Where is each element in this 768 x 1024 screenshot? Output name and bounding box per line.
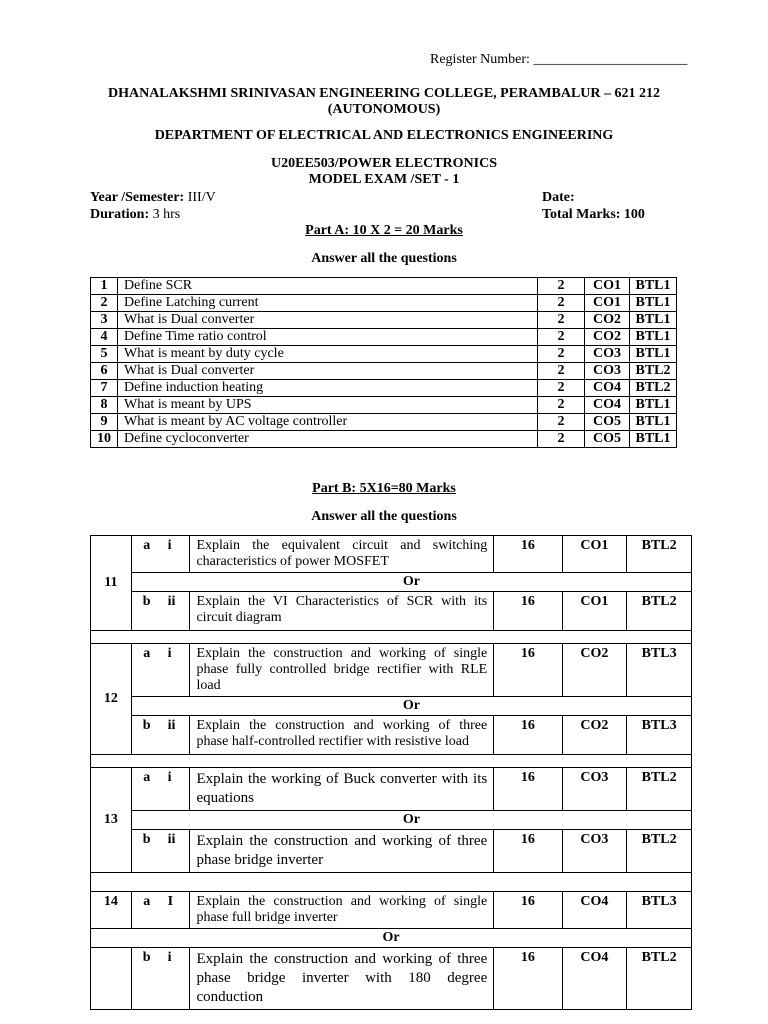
- year-label: Year /Semester:: [90, 190, 185, 205]
- question-text: Explain the construction and working of three phase bridge inverter: [190, 830, 494, 873]
- question-co: CO4: [562, 892, 627, 929]
- or-divider: Or: [131, 573, 691, 592]
- question-btl: BTL2: [630, 380, 677, 397]
- question-row: [91, 716, 692, 755]
- question-co: CO4: [585, 380, 630, 397]
- part-a-row: [91, 295, 677, 312]
- year-value: III/V: [184, 190, 216, 205]
- option-letter: b: [131, 716, 161, 755]
- question-text: Define induction heating: [118, 380, 538, 397]
- part-b-table: [90, 535, 692, 1010]
- course-title: U20EE503/POWER ELECTRONICS: [271, 156, 497, 171]
- question-btl: BTL3: [627, 716, 692, 755]
- question-btl: BTL2: [627, 592, 692, 631]
- duration: [90, 206, 180, 223]
- question-btl: BTL3: [627, 892, 692, 929]
- part-a-row: [91, 278, 677, 295]
- question-text: Explain the construction and working of three phase half-controlled rectifier with resistive load: [190, 716, 494, 755]
- question-co: CO1: [562, 592, 627, 631]
- spacer-row: [91, 631, 692, 644]
- question-number: 7: [91, 380, 118, 397]
- part-a-row: [91, 329, 677, 346]
- question-co: CO1: [585, 295, 630, 312]
- question-number: 14: [91, 892, 132, 929]
- question-text: Explain the equivalent circuit and switching characteristics of power MOSFET: [190, 536, 494, 573]
- question-text: What is meant by UPS: [118, 397, 538, 414]
- question-number: 9: [91, 414, 118, 431]
- question-co: CO5: [585, 414, 630, 431]
- question-marks: 2: [538, 414, 585, 431]
- question-text: What is Dual converter: [118, 363, 538, 380]
- question-text: What is Dual converter: [118, 312, 538, 329]
- question-marks: 2: [538, 278, 585, 295]
- question-marks: 2: [538, 346, 585, 363]
- option-roman: I: [162, 892, 190, 929]
- question-co: CO3: [585, 363, 630, 380]
- question-co: CO3: [562, 768, 627, 811]
- question-btl: BTL1: [630, 295, 677, 312]
- question-btl: BTL1: [630, 414, 677, 431]
- option-letter: a: [131, 644, 161, 697]
- question-marks: 2: [538, 363, 585, 380]
- part-a-row: [91, 414, 677, 431]
- department-title: DEPARTMENT OF ELECTRICAL AND ELECTRONICS ENGINEERING: [154, 128, 614, 143]
- college-header: [0, 86, 768, 118]
- question-marks: 2: [538, 329, 585, 346]
- question-co: CO3: [562, 830, 627, 873]
- course-header: [0, 156, 768, 188]
- question-text: Define Latching current: [118, 295, 538, 312]
- college-name: DHANALAKSHMI SRINIVASAN ENGINEERING COLLEGE, PERAMBALUR – 621 212: [107, 86, 661, 101]
- part-a-row: [91, 312, 677, 329]
- question-marks: 2: [538, 312, 585, 329]
- question-row: [91, 768, 692, 811]
- part-b-title: Part B: 5X16=80 Marks: [312, 481, 456, 496]
- question-marks: 16: [494, 830, 562, 873]
- question-btl: BTL1: [630, 431, 677, 448]
- question-number: 2: [91, 295, 118, 312]
- option-roman: i: [162, 536, 190, 573]
- question-co: CO1: [562, 536, 627, 573]
- question-btl: BTL2: [627, 948, 692, 1010]
- question-co: CO1: [585, 278, 630, 295]
- option-roman: i: [162, 948, 190, 1010]
- question-marks: 2: [538, 380, 585, 397]
- question-btl: BTL2: [627, 830, 692, 873]
- option-letter: b: [131, 948, 161, 1010]
- question-marks: 16: [494, 536, 562, 573]
- question-marks: 2: [538, 397, 585, 414]
- option-letter: a: [131, 892, 161, 929]
- question-number: 10: [91, 431, 118, 448]
- question-text: Define SCR: [118, 278, 538, 295]
- question-marks: 16: [494, 592, 562, 631]
- part-a-title: Part A: 10 X 2 = 20 Marks: [305, 223, 463, 238]
- question-number: 3: [91, 312, 118, 329]
- question-number: 4: [91, 329, 118, 346]
- option-letter: b: [131, 830, 161, 873]
- part-b-instruction: Answer all the questions: [311, 509, 457, 524]
- part-a-instruction: Answer all the questions: [311, 251, 457, 266]
- question-btl: BTL2: [630, 363, 677, 380]
- question-co: CO4: [562, 948, 627, 1010]
- question-btl: BTL1: [630, 329, 677, 346]
- autonomous-label: (AUTONOMOUS): [327, 102, 441, 117]
- option-roman: ii: [162, 830, 190, 873]
- question-co: CO2: [562, 644, 627, 697]
- question-co: CO2: [562, 716, 627, 755]
- question-number: 11: [91, 536, 132, 631]
- question-marks: 16: [494, 716, 562, 755]
- question-marks: 2: [538, 431, 585, 448]
- question-co: CO4: [585, 397, 630, 414]
- part-a-table: [90, 277, 677, 448]
- question-number: 12: [91, 644, 132, 755]
- question-row: [91, 892, 692, 929]
- question-row: [91, 536, 692, 573]
- question-row: [91, 592, 692, 631]
- question-marks: 16: [494, 892, 562, 929]
- question-co: CO2: [585, 329, 630, 346]
- question-marks: 16: [494, 644, 562, 697]
- option-letter: b: [131, 592, 161, 631]
- year-semester: [90, 189, 216, 206]
- option-roman: ii: [162, 716, 190, 755]
- duration-label: Duration:: [90, 207, 150, 222]
- question-number-empty: [91, 948, 132, 1010]
- question-btl: BTL1: [630, 397, 677, 414]
- question-text: Define cycloconverter: [118, 431, 538, 448]
- question-marks: 16: [494, 768, 562, 811]
- question-btl: BTL1: [630, 312, 677, 329]
- question-text: Explain the construction and working of single phase full bridge inverter: [190, 892, 494, 929]
- question-text: What is meant by duty cycle: [118, 346, 538, 363]
- question-text: Define Time ratio control: [118, 329, 538, 346]
- question-btl: BTL3: [627, 644, 692, 697]
- question-number: 6: [91, 363, 118, 380]
- option-roman: i: [162, 768, 190, 811]
- or-divider: Or: [131, 811, 691, 830]
- question-co: CO2: [585, 312, 630, 329]
- question-row: [91, 644, 692, 697]
- question-btl: BTL2: [627, 536, 692, 573]
- option-letter: a: [131, 536, 161, 573]
- question-co: CO5: [585, 431, 630, 448]
- date-label: Date:: [542, 190, 575, 205]
- question-row: [91, 948, 692, 1010]
- total-marks: Total Marks: 100: [542, 207, 645, 222]
- part-a-row: [91, 397, 677, 414]
- or-divider: Or: [91, 929, 692, 948]
- question-number: 13: [91, 768, 132, 873]
- spacer-row: [91, 755, 692, 768]
- option-roman: ii: [162, 592, 190, 631]
- question-marks: 16: [494, 948, 562, 1010]
- question-text: Explain the construction and working of single phase fully controlled bridge rectifier with RLE load: [190, 644, 494, 697]
- option-letter: a: [131, 768, 161, 811]
- question-co: CO3: [585, 346, 630, 363]
- question-text: What is meant by AC voltage controller: [118, 414, 538, 431]
- option-roman: i: [162, 644, 190, 697]
- part-a-row: [91, 346, 677, 363]
- part-a-row: [91, 363, 677, 380]
- question-number: 8: [91, 397, 118, 414]
- part-a-row: [91, 431, 677, 448]
- question-btl: BTL1: [630, 346, 677, 363]
- question-marks: 2: [538, 295, 585, 312]
- question-number: 5: [91, 346, 118, 363]
- question-row: [91, 830, 692, 873]
- part-a-row: [91, 380, 677, 397]
- question-text: Explain the construction and working of three phase bridge inverter with 180 degree conduction: [190, 948, 494, 1010]
- register-number-line: Register Number: ______________________: [430, 52, 688, 67]
- or-divider: Or: [131, 697, 691, 716]
- question-text: Explain the working of Buck converter with its equations: [190, 768, 494, 811]
- exam-title: MODEL EXAM /SET - 1: [308, 172, 460, 187]
- question-number: 1: [91, 278, 118, 295]
- question-text: Explain the VI Characteristics of SCR with its circuit diagram: [190, 592, 494, 631]
- question-btl: BTL1: [630, 278, 677, 295]
- spacer-row: [91, 873, 692, 892]
- duration-value: 3 hrs: [149, 207, 181, 222]
- question-btl: BTL2: [627, 768, 692, 811]
